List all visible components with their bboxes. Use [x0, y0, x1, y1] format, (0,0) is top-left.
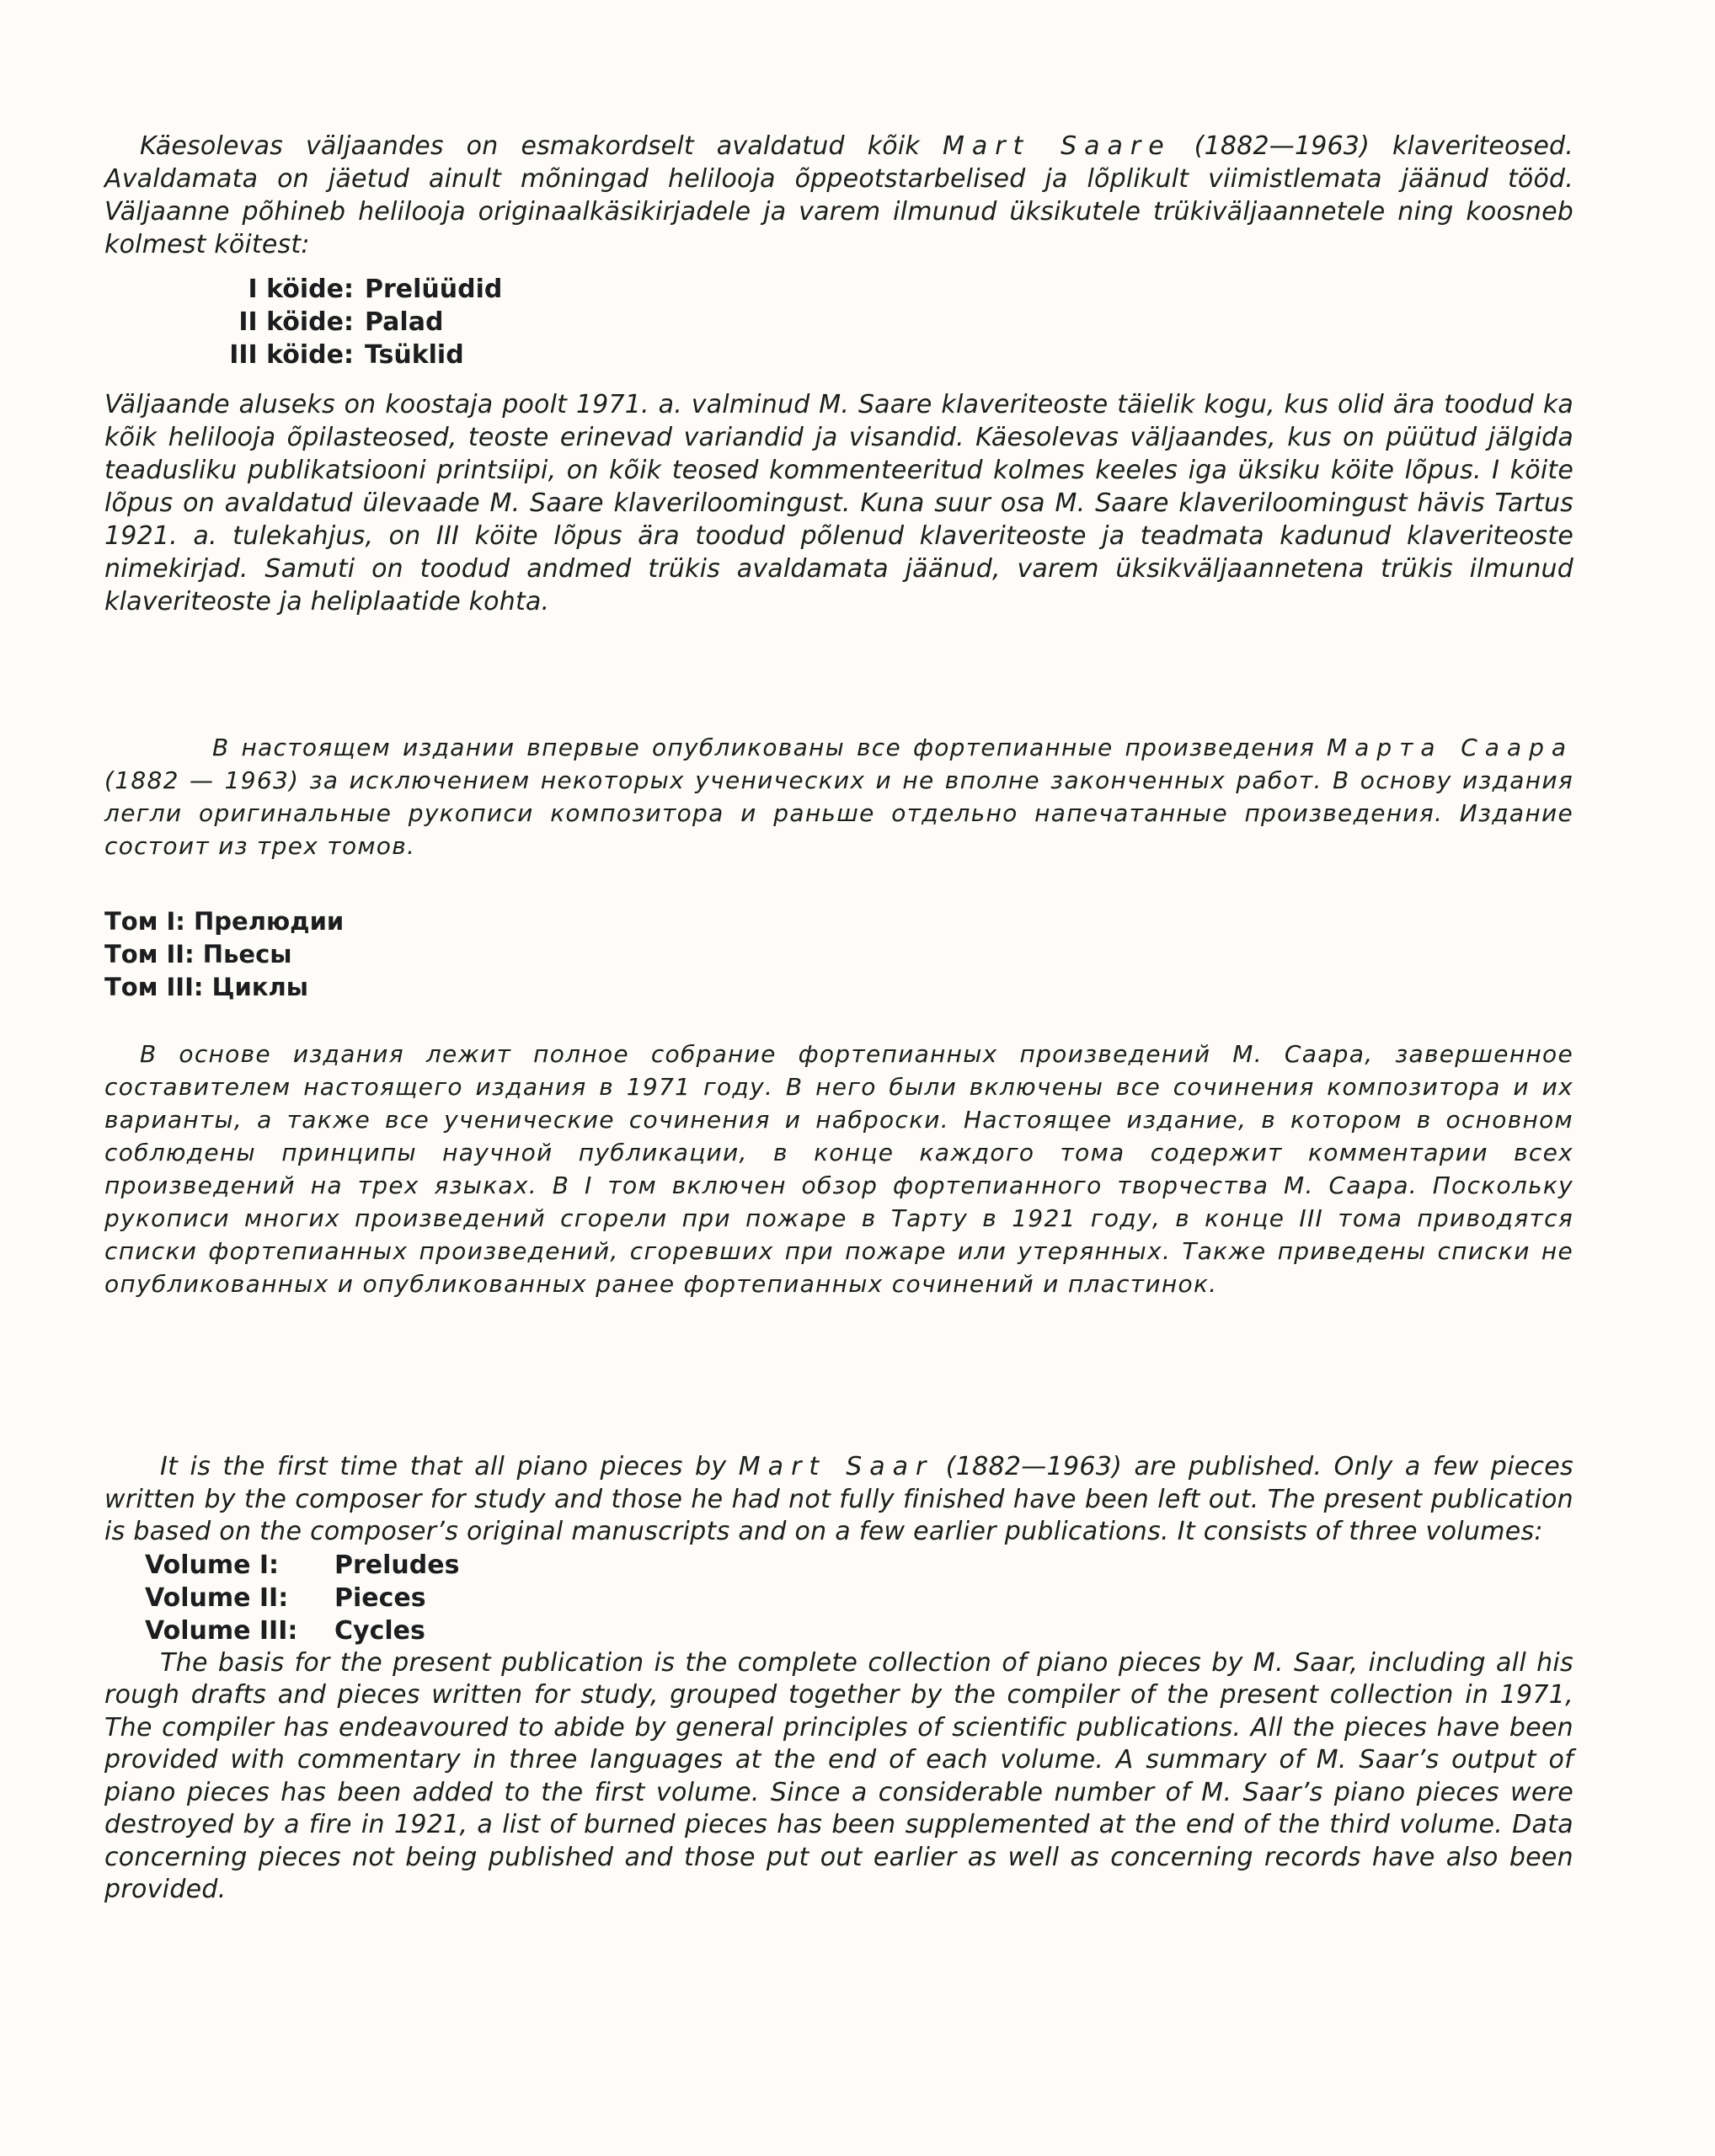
russian-intro-text: В настоящем издании впервые опубликованы все фортепианные произведения [212, 734, 1327, 761]
estonian-composer-name: Mart Saare [942, 131, 1172, 161]
estonian-volume-item [194, 339, 1573, 371]
english-volume-item [145, 1614, 1573, 1647]
russian-body-paragraph: В основе издания лежит полное собрание фортепианных произведений М. Саара, завершенное составителем настоящего издания в 1971 году. В него были включены все сочинения композитора и их варианты, а также все ученические сочинения и наброски. Настоящее издание, в котором в основном соблюдены принципы научной публикации, в конце каждого тома содержит комментарии всех произведений на трех языках. В I том включен обзор фортепианного творчества М. Саара. Поскольку рукописи многих произведений сгорели при пожаре в Тарту в 1921 году, в конце III тома приводятся списки фортепианных произведений, сгоревших при пожаре или утерянных. Также приведены списки не опубликованных и опубликованных ранее фортепианных сочинений и пластинок. [104, 1040, 1573, 1298]
estonian-volume-label: II köide: [238, 307, 354, 337]
estonian-intro-paragraph [104, 130, 1573, 261]
english-volume-list [145, 1549, 1573, 1647]
estonian-volume-title: Prelüüdid [365, 275, 503, 304]
estonian-volume-label: III köide: [229, 340, 354, 370]
english-composer-name: Mart Saar [738, 1452, 934, 1481]
russian-volume-item [104, 905, 1573, 938]
english-intro-text: It is the first time that all piano pieces by [160, 1452, 739, 1481]
russian-composer-name: Марта Саара [1327, 734, 1573, 761]
estonian-volume-item [194, 273, 1573, 306]
english-volume-title: Cycles [334, 1615, 425, 1646]
estonian-intro-text: Käesolevas väljaandes on esmakordselt avaldatud kõik [140, 131, 943, 161]
russian-preface [104, 731, 1573, 1300]
english-volume-title: Preludes [334, 1550, 460, 1580]
russian-volume-title: Прелюдии [194, 907, 345, 936]
english-volume-label: Volume II: [145, 1582, 289, 1613]
estonian-volume-list [194, 273, 1573, 371]
estonian-intro-text-continued: (1882—1963) klaveriteosed. Avaldamata on jäetud ainult mõningad helilooja õppeotstarbelised ja lõplikult viimistlemata jäänud tööd. Väljaanne põhineb helilooja originaalkäsikirjadele ja varem ilmunud üksikutele trükiväljaannetele ning koosneb kolmest köitest: [104, 131, 1573, 259]
english-volume-label: Volume I: [145, 1550, 280, 1580]
russian-volume-title: Циклы [211, 973, 308, 1001]
russian-volume-item [104, 971, 1573, 1004]
english-volume-item [145, 1582, 1573, 1614]
estonian-volume-label: I köide: [248, 275, 354, 304]
russian-volume-title: Пьесы [202, 940, 292, 969]
estonian-body-paragraph: Väljaande aluseks on koostaja poolt 1971. a. valminud M. Saare klaveriteoste täielik kogu, kus olid ära toodud ka kõik helilooja õpilasteosed, teoste erinevad variandid ja visandid. Käesolevas väljaandes, kus on püütud jälgida teadusliku publikatsiooni printsiipi, on kõik teosed kommenteeritud kolmes keeles iga üksiku köite lõpus. I köite lõpus on avaldatud ülevaade M. Saare klaveriloomingust. Kuna suur osa M. Saare klaveriloomingust hävis Tartus 1921. a. tulekahjus, on III köite lõpus ära toodud põlenud klaveriteoste ja teadmata kadunud klaveriteoste nimekirjad. Samuti on toodud andmed trükis avaldamata jäänud, varem üksikväljaannetena trükis ilmunud klaveriteoste ja heliplaatide kohta. [104, 390, 1573, 616]
estonian-volume-item [194, 306, 1573, 339]
russian-volume-item [104, 938, 1573, 971]
english-body-paragraph: The basis for the present publication is the complete collection of piano pieces by M. Saar, including all his rough drafts and pieces written for study, grouped together by the compiler of the present collection in 1971, The compiler has endeavoured to abide by general principles of scientific publications. All the pieces have been provided with commentary in three languages at the end of each volume. A summary of M. Saar’s output of piano pieces has been added to the first volume. Since a considerable number of M. Saar’s piano pieces were destroyed by a fire in 1921, a list of burned pieces has been supplemented at the end of the third volume. Data concerning pieces not being published and those put out earlier as well as concerning records have also been provided. [104, 1647, 1573, 1904]
english-intro-text-continued: (1882—1963) are published. Only a few pieces written by the composer for study and those he had not fully finished have been left out. The present publication is based on the composer’s original manuscripts and on a few earlier publications. It consists of three volumes: [104, 1452, 1573, 1546]
estonian-volume-title: Tsüklid [365, 340, 464, 370]
russian-volume-label: Том III: [104, 973, 204, 1001]
russian-volume-label: Том I: [104, 907, 185, 936]
russian-volume-list [104, 905, 1573, 1004]
english-volume-title: Pieces [334, 1582, 426, 1613]
english-volume-label: Volume III: [145, 1615, 298, 1646]
english-volume-item [145, 1549, 1573, 1582]
estonian-preface [104, 130, 1573, 618]
russian-volume-label: Том II: [104, 940, 195, 969]
russian-intro-paragraph [104, 731, 1573, 862]
english-preface [104, 1451, 1573, 1907]
english-intro-paragraph [104, 1451, 1573, 1549]
russian-intro-text-continued: (1882 — 1963) за исключением некоторых ученических и не вполне законченных работ. В основу издания легли оригинальные рукописи композитора и раньше отдельно напечатанные произведения. Издание состоит из трех томов. [104, 766, 1573, 860]
estonian-volume-title: Palad [365, 307, 444, 337]
